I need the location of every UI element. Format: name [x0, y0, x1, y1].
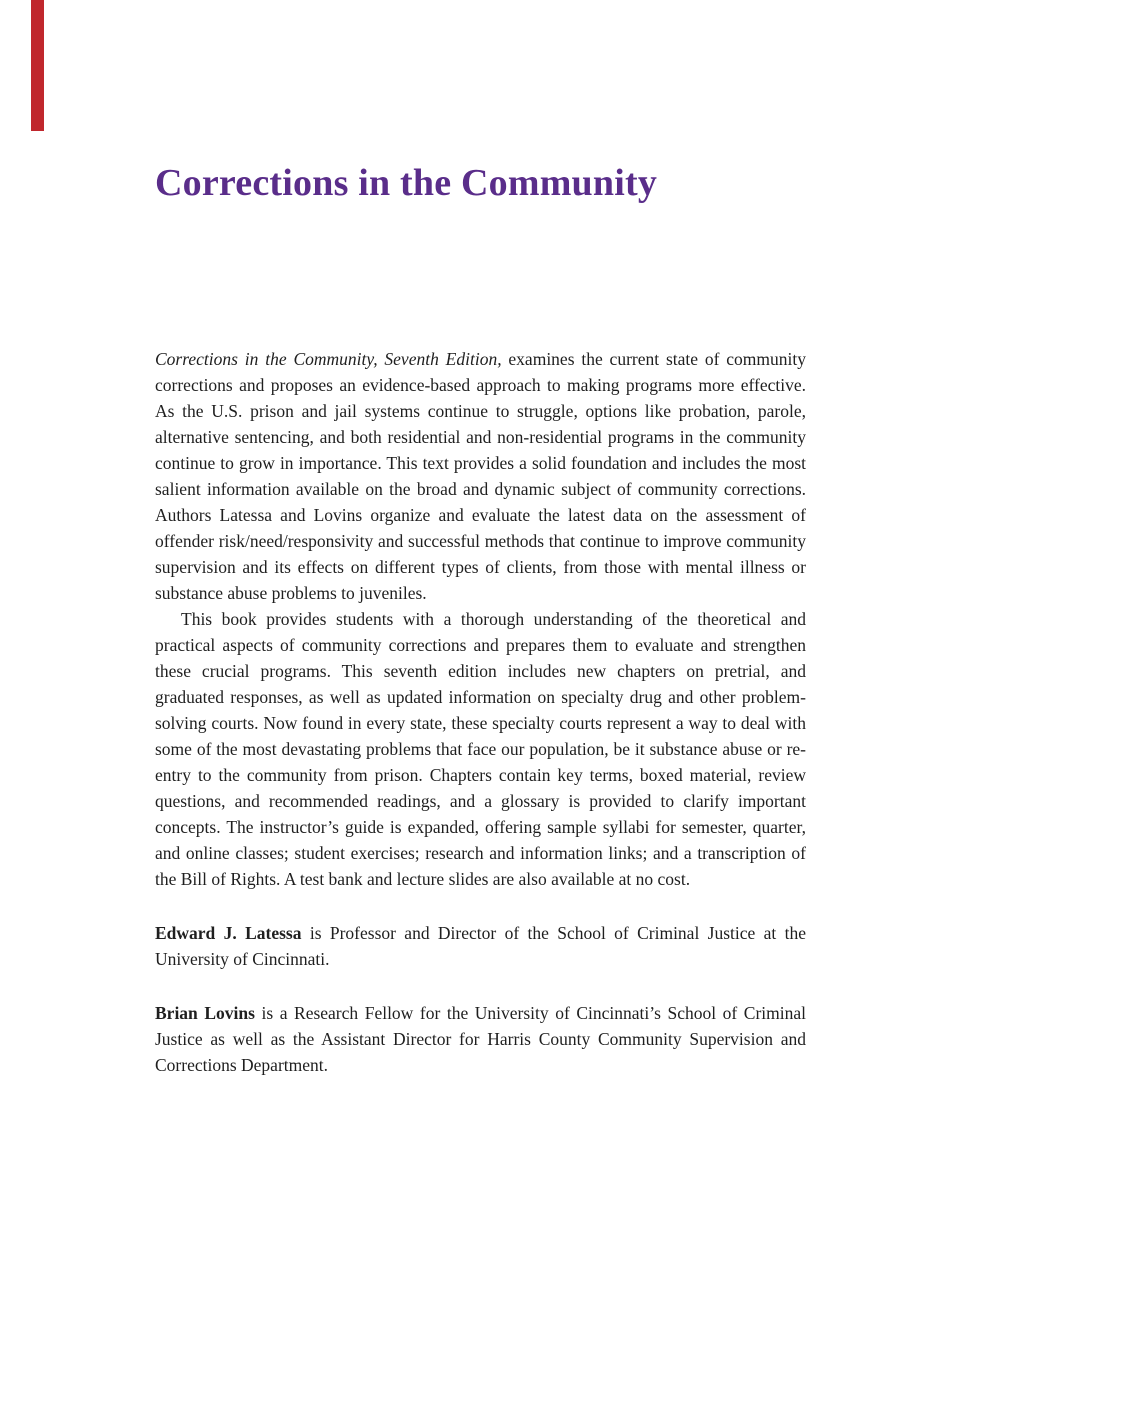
paragraph-edition-details: This book provides students with a thorough understanding of the theoretical and practical aspects of community corrections and prepares them to evaluate and strengthen these crucial programs. This seventh edition includes new chapters on pretrial, and graduated responses, as well as updated information on specialty drug and other problem-solving courts. Now found in every state, these specialty courts represent a way to deal with some of the most devastating problems that face our population, be it substance abuse or re-entry to the community from prison. Chapters contain key terms, boxed material, review questions, and recommended readings, and a glossary is provided to clarify important concepts. The instructor’s guide is expanded, offering sample syllabi for semester, quarter, and online classes; student exercises; research and information links; and a transcription of the Bill of Rights. A test bank and lecture slides are also available at no cost.: [155, 608, 806, 889]
paragraph-overview-text: examines the current state of community corrections and proposes an evidence-based approach to making programs more effective. As the U.S. prison and jail systems continue to struggle, options like probation, parole, alternative sentencing, and both residential and non-residential programs in the community continue to grow in importance. This text provides a solid foundation and includes the most salient information available on the broad and dynamic subject of community corrections. Authors Latessa and Lovins organize and evaluate the latest data on the assessment of offender risk/need/responsivity and successful methods that continue to improve community supervision and its effects on different types of clients, from those with mental illness or substance abuse problems to juveniles.: [155, 348, 806, 603]
author-bio-latessa-text: is Professor and Director of the School of Criminal Justice at the University of Cincinnati.: [155, 922, 806, 969]
spine-accent-bar: [31, 0, 44, 131]
page-title: Corrections in the Community: [155, 162, 658, 204]
author-bio-lovins: [155, 1000, 806, 1078]
author-name-lovins: Brian Lovins: [155, 1002, 255, 1023]
author-bio-lovins-text: is a Research Fellow for the University of Cincinnati’s School of Criminal Justice as well as the Assistant Director for Harris County Community Supervision and Corrections Department.: [155, 1002, 806, 1075]
author-name-latessa: Edward J. Latessa: [155, 922, 302, 943]
book-title-italic-run: Corrections in the Community, Seventh Edition,: [155, 348, 502, 369]
paragraph-overview: [155, 346, 806, 606]
body-text: [155, 346, 806, 1078]
page-content: [155, 0, 806, 1078]
author-bio-latessa: [155, 920, 806, 972]
